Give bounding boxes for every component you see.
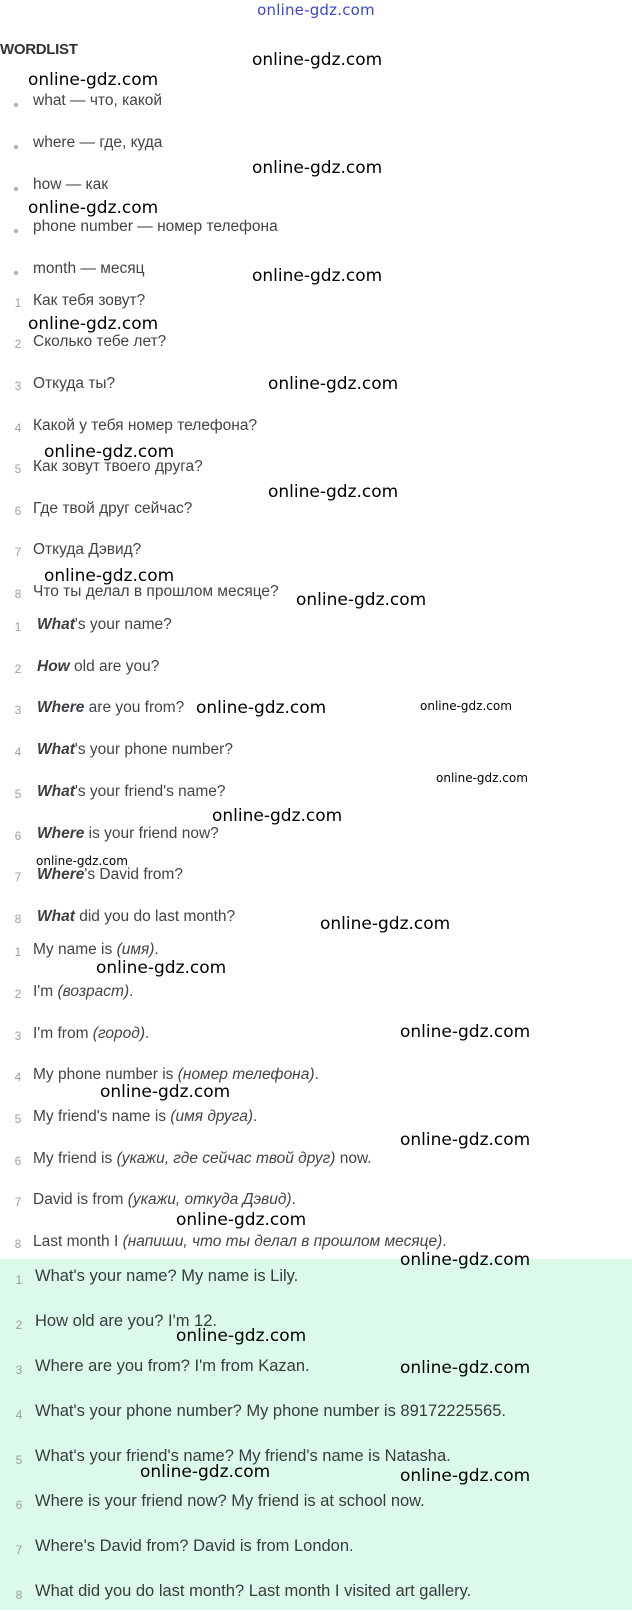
template-text: Last month I (напиши, что ты делал в прошлом месяце). [33,1233,447,1250]
question-ru-text: Откуда Дэвид? [33,541,142,558]
section-title: WORDLIST [0,41,78,58]
answer-row [0,1312,632,1342]
question-en-row [0,616,632,646]
watermark: online-gdz.com [176,1210,307,1230]
watermark: online-gdz.com [400,1466,531,1486]
item-number: 5 [15,1453,23,1467]
watermark: online-gdz.com [268,482,399,502]
item-number: 5 [14,462,22,476]
wordlist-text: where — где, куда [33,134,163,151]
question-ru-text: Откуда ты? [33,375,116,392]
template-row [0,1191,632,1221]
item-number: 2 [14,987,22,1001]
answer-row [0,1492,632,1522]
item-number: 7 [15,1543,23,1557]
watermark: online-gdz.com [320,914,451,934]
item-number: 6 [14,504,22,518]
site-header-link[interactable]: online-gdz.com [257,1,375,19]
item-number: 4 [15,1408,23,1422]
answer-text: What's your phone number? My phone number is 89172225565. [35,1402,506,1420]
item-number: 4 [14,1070,22,1084]
template-row [0,1025,632,1055]
template-row [0,983,632,1013]
item-number: 6 [14,829,22,843]
answer-row [0,1582,632,1612]
watermark: online-gdz.com [28,70,159,90]
question-en-text: Where's David from? [37,866,183,883]
watermark: online-gdz.com [28,198,159,218]
wordlist-item [0,92,632,122]
template-row [0,1150,632,1180]
item-number: 2 [14,662,22,676]
wordlist-text: phone number — номер телефона [33,218,278,235]
question-en-text: What's your name? [37,616,172,633]
item-number: 3 [15,1363,23,1377]
template-text: My name is (имя). [33,941,159,958]
item-number: 1 [15,1273,23,1287]
template-text: My friend is (укажи, где сейчас твой друг) now. [33,1150,372,1167]
template-text: I'm (возраст). [33,983,134,1000]
question-en-row [0,658,632,688]
item-number: 8 [15,1588,23,1602]
answer-text: What did you do last month? Last month I visited art gallery. [35,1582,472,1600]
watermark: online-gdz.com [400,1250,531,1270]
wordlist-text: how — как [33,176,109,193]
question-en-text: What did you do last month? [37,908,236,925]
item-number: 4 [14,421,22,435]
watermark: online-gdz.com [212,806,343,826]
question-en-row [0,825,632,855]
watermark: online-gdz.com [400,1130,531,1150]
watermark: online-gdz.com [140,1462,271,1482]
question-ru-text: Что ты делал в прошлом месяце? [33,583,279,600]
answer-row [0,1357,632,1387]
item-number: 6 [14,1154,22,1168]
item-number: 6 [15,1498,23,1512]
item-number: 7 [14,1195,22,1209]
answer-text: Where are you from? I'm from Kazan. [35,1357,310,1375]
wordlist-item [0,218,632,248]
item-number: 3 [14,1029,22,1043]
answer-text: How old are you? I'm 12. [35,1312,217,1330]
watermark: online-gdz.com [44,442,175,462]
question-en-text: Where are you from? [37,699,185,716]
wordlist-text: what — что, какой [33,92,163,109]
question-en-text: Where is your friend now? [37,825,219,842]
item-number: 3 [14,379,22,393]
item-number: 7 [14,545,22,559]
item-number: 8 [14,587,22,601]
item-number: 2 [14,337,22,351]
watermark: online-gdz.com [252,158,383,178]
watermark: online-gdz.com [420,699,512,713]
watermark: online-gdz.com [252,50,383,70]
watermark: online-gdz.com [196,698,327,718]
template-text: My phone number is (номер телефона). [33,1066,319,1083]
item-number: 5 [14,1112,22,1126]
question-en-row [0,908,632,938]
question-en-row [0,866,632,896]
question-en-row [0,741,632,771]
answer-text: Where is your friend now? My friend is at school now. [35,1492,425,1510]
question-ru-text: Какой у тебя номер телефона? [33,417,258,434]
watermark: online-gdz.com [96,958,227,978]
bullet-icon [14,187,18,191]
bullet-icon [14,145,18,149]
item-number: 1 [14,296,22,310]
watermark: online-gdz.com [176,1326,307,1346]
template-text: David is from (укажи, откуда Дэвид). [33,1191,296,1208]
bullet-icon [14,103,18,107]
question-ru-text: Как зовут твоего друга? [33,458,203,475]
template-text: I'm from (город). [33,1025,150,1042]
watermark: online-gdz.com [36,854,128,868]
watermark: online-gdz.com [268,374,399,394]
template-row [0,1108,632,1138]
item-number: 8 [14,912,22,926]
watermark: online-gdz.com [100,1082,231,1102]
item-number: 5 [14,787,22,801]
watermark: online-gdz.com [44,566,175,586]
answer-text: What's your friend's name? My friend's name is Natasha. [35,1447,451,1465]
question-en-text: What's your phone number? [37,741,233,758]
answer-row [0,1447,632,1477]
bullet-icon [14,229,18,233]
question-ru-text: Где твой друг сейчас? [33,500,193,517]
question-ru-row [0,333,632,363]
watermark: online-gdz.com [400,1022,531,1042]
item-number: 1 [14,945,22,959]
answer-row [0,1537,632,1567]
watermark: online-gdz.com [28,314,159,334]
item-number: 7 [14,870,22,884]
answer-text: Where's David from? David is from London. [35,1537,354,1555]
question-en-text: What's your friend's name? [37,783,226,800]
template-text: My friend's name is (имя друга). [33,1108,258,1125]
template-row [0,1066,632,1096]
item-number: 2 [15,1318,23,1332]
question-en-text: How old are you? [37,658,160,675]
question-ru-row [0,500,632,530]
watermark: online-gdz.com [436,771,528,785]
bullet-icon [14,271,18,275]
item-number: 8 [14,1237,22,1251]
answer-row [0,1402,632,1432]
item-number: 3 [14,703,22,717]
watermark: online-gdz.com [252,266,383,286]
item-number: 4 [14,745,22,759]
template-row [0,941,632,971]
item-number: 1 [14,620,22,634]
answers-panel [0,1259,632,1610]
wordlist-text: month — месяц [33,260,145,277]
question-ru-text: Сколько тебе лет? [33,333,167,350]
question-ru-text: Как тебя зовут? [33,292,146,309]
watermark: online-gdz.com [296,590,427,610]
answer-row [0,1267,632,1297]
watermark: online-gdz.com [400,1358,531,1378]
answer-text: What's your name? My name is Lily. [35,1267,299,1285]
